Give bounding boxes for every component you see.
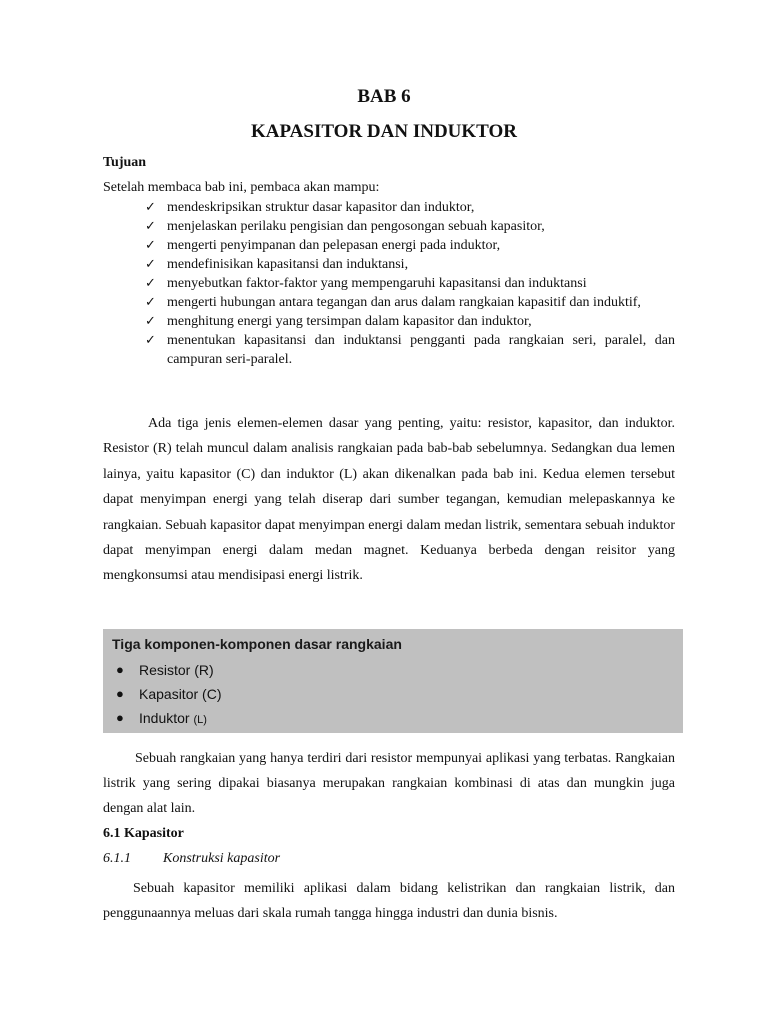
callout-box <box>103 629 683 733</box>
bullet-icon: ● <box>116 710 124 725</box>
objective-item <box>145 274 675 293</box>
paragraph-capacitor-construction <box>103 876 675 926</box>
callout-title: Tiga komponen-komponen dasar rangkaian <box>112 636 402 652</box>
objectives-intro: Setelah membaca bab ini, pembaca akan mampu: <box>103 180 380 195</box>
paragraph-combination <box>103 746 675 821</box>
checkmark-icon: ✓ <box>145 257 156 272</box>
subsection-title: Konstruksi kapasitor <box>163 851 281 866</box>
callout-item-label: Kapasitor <box>139 686 199 702</box>
objective-item <box>145 217 675 236</box>
objectives-heading: Tujuan <box>103 155 147 170</box>
subsection-heading <box>103 851 280 867</box>
objective-item <box>145 331 675 369</box>
objective-item <box>145 312 675 331</box>
objective-text: mengerti penyimpanan dan pelepasan energi pada induktor, <box>167 238 501 253</box>
checkmark-icon: ✓ <box>145 295 156 310</box>
paragraph-text: Ada tiga jenis elemen-elemen dasar yang penting, yaitu: resistor, kapasitor, dan induktor. Resistor (R) telah muncul dalam analisis rangkaian pada bab-bab sebelumnya. Sedangkan dua lemen lainya, yaitu kapasitor (C) dan induktor (L) akan dikenalkan pada bab ini. Kedua elemen tersebut dapat menyimpan energi yang telah diserap dari sumber tegangan, kemudian melepaskannya ke rangkaian. Sebuah kapasitor dapat menyimpan energi dalam medan listrik, sementara sebuah induktor dapat menyimpan energi dalam medan magnet. Keduanya berbeda dengan reisitor yang mengkonsumsi atau mendisipasi energi listrik. <box>103 416 675 584</box>
objective-item <box>145 236 675 255</box>
callout-item-symbol: (C) <box>202 686 222 702</box>
objective-text: mengerti hubungan antara tegangan dan arus dalam rangkaian kapasitif dan induktif, <box>167 295 641 310</box>
paragraph-intro-elements <box>103 411 675 589</box>
checkmark-icon: ✓ <box>145 238 156 253</box>
section-heading: 6.1 Kapasitor <box>103 826 184 841</box>
callout-item <box>113 682 221 706</box>
paragraph-text: Sebuah rangkaian yang hanya terdiri dari resistor mempunyai aplikasi yang terbatas. Rangkaian listrik yang sering dipakai biasanya merupakan rangkaian kombinasi di atas dan mungkin juga dengan alat lain. <box>103 751 675 816</box>
objective-text: menyebutkan faktor-faktor yang mempengaruhi kapasitansi dan induktansi <box>167 276 587 291</box>
callout-list <box>113 658 221 730</box>
objective-text: menghitung energi yang tersimpan dalam kapasitor dan induktor, <box>167 314 532 329</box>
checkmark-icon: ✓ <box>145 314 156 329</box>
callout-item-label: Induktor <box>139 710 190 726</box>
objective-item <box>145 293 675 312</box>
checkmark-icon: ✓ <box>145 333 156 348</box>
checkmark-icon: ✓ <box>145 276 156 291</box>
paragraph-text: Sebuah kapasitor memiliki aplikasi dalam bidang kelistrikan dan rangkaian listrik, dan penggunaannya meluas dari skala rumah tangga hingga industri dan dunia bisnis. <box>103 881 675 921</box>
bullet-icon: ● <box>116 662 124 677</box>
objective-text: mendefinisikan kapasitansi dan induktansi, <box>167 257 409 272</box>
objective-text: menjelaskan perilaku pengisian dan pengosongan sebuah kapasitor, <box>167 219 545 234</box>
chapter-title: KAPASITOR DAN INDUKTOR <box>250 121 518 142</box>
callout-item <box>113 658 221 682</box>
subsection-number: 6.1.1 <box>103 851 131 866</box>
objectives-list <box>145 198 675 369</box>
callout-item <box>113 706 221 730</box>
callout-item-symbol: (L) <box>193 714 207 726</box>
objective-item <box>145 198 675 217</box>
bullet-icon: ● <box>116 686 124 701</box>
objective-text: menentukan kapasitansi dan induktansi pengganti pada rangkaian seri, paralel, dan campuran seri-paralel. <box>167 333 675 367</box>
callout-item-label: Resistor <box>139 662 191 678</box>
callout-item-symbol: (R) <box>194 662 214 678</box>
objective-item <box>145 255 675 274</box>
chapter-number: BAB 6 <box>357 86 411 107</box>
checkmark-icon: ✓ <box>145 219 156 234</box>
objective-text: mendeskripsikan struktur dasar kapasitor dan induktor, <box>167 200 475 215</box>
checkmark-icon: ✓ <box>145 200 156 215</box>
